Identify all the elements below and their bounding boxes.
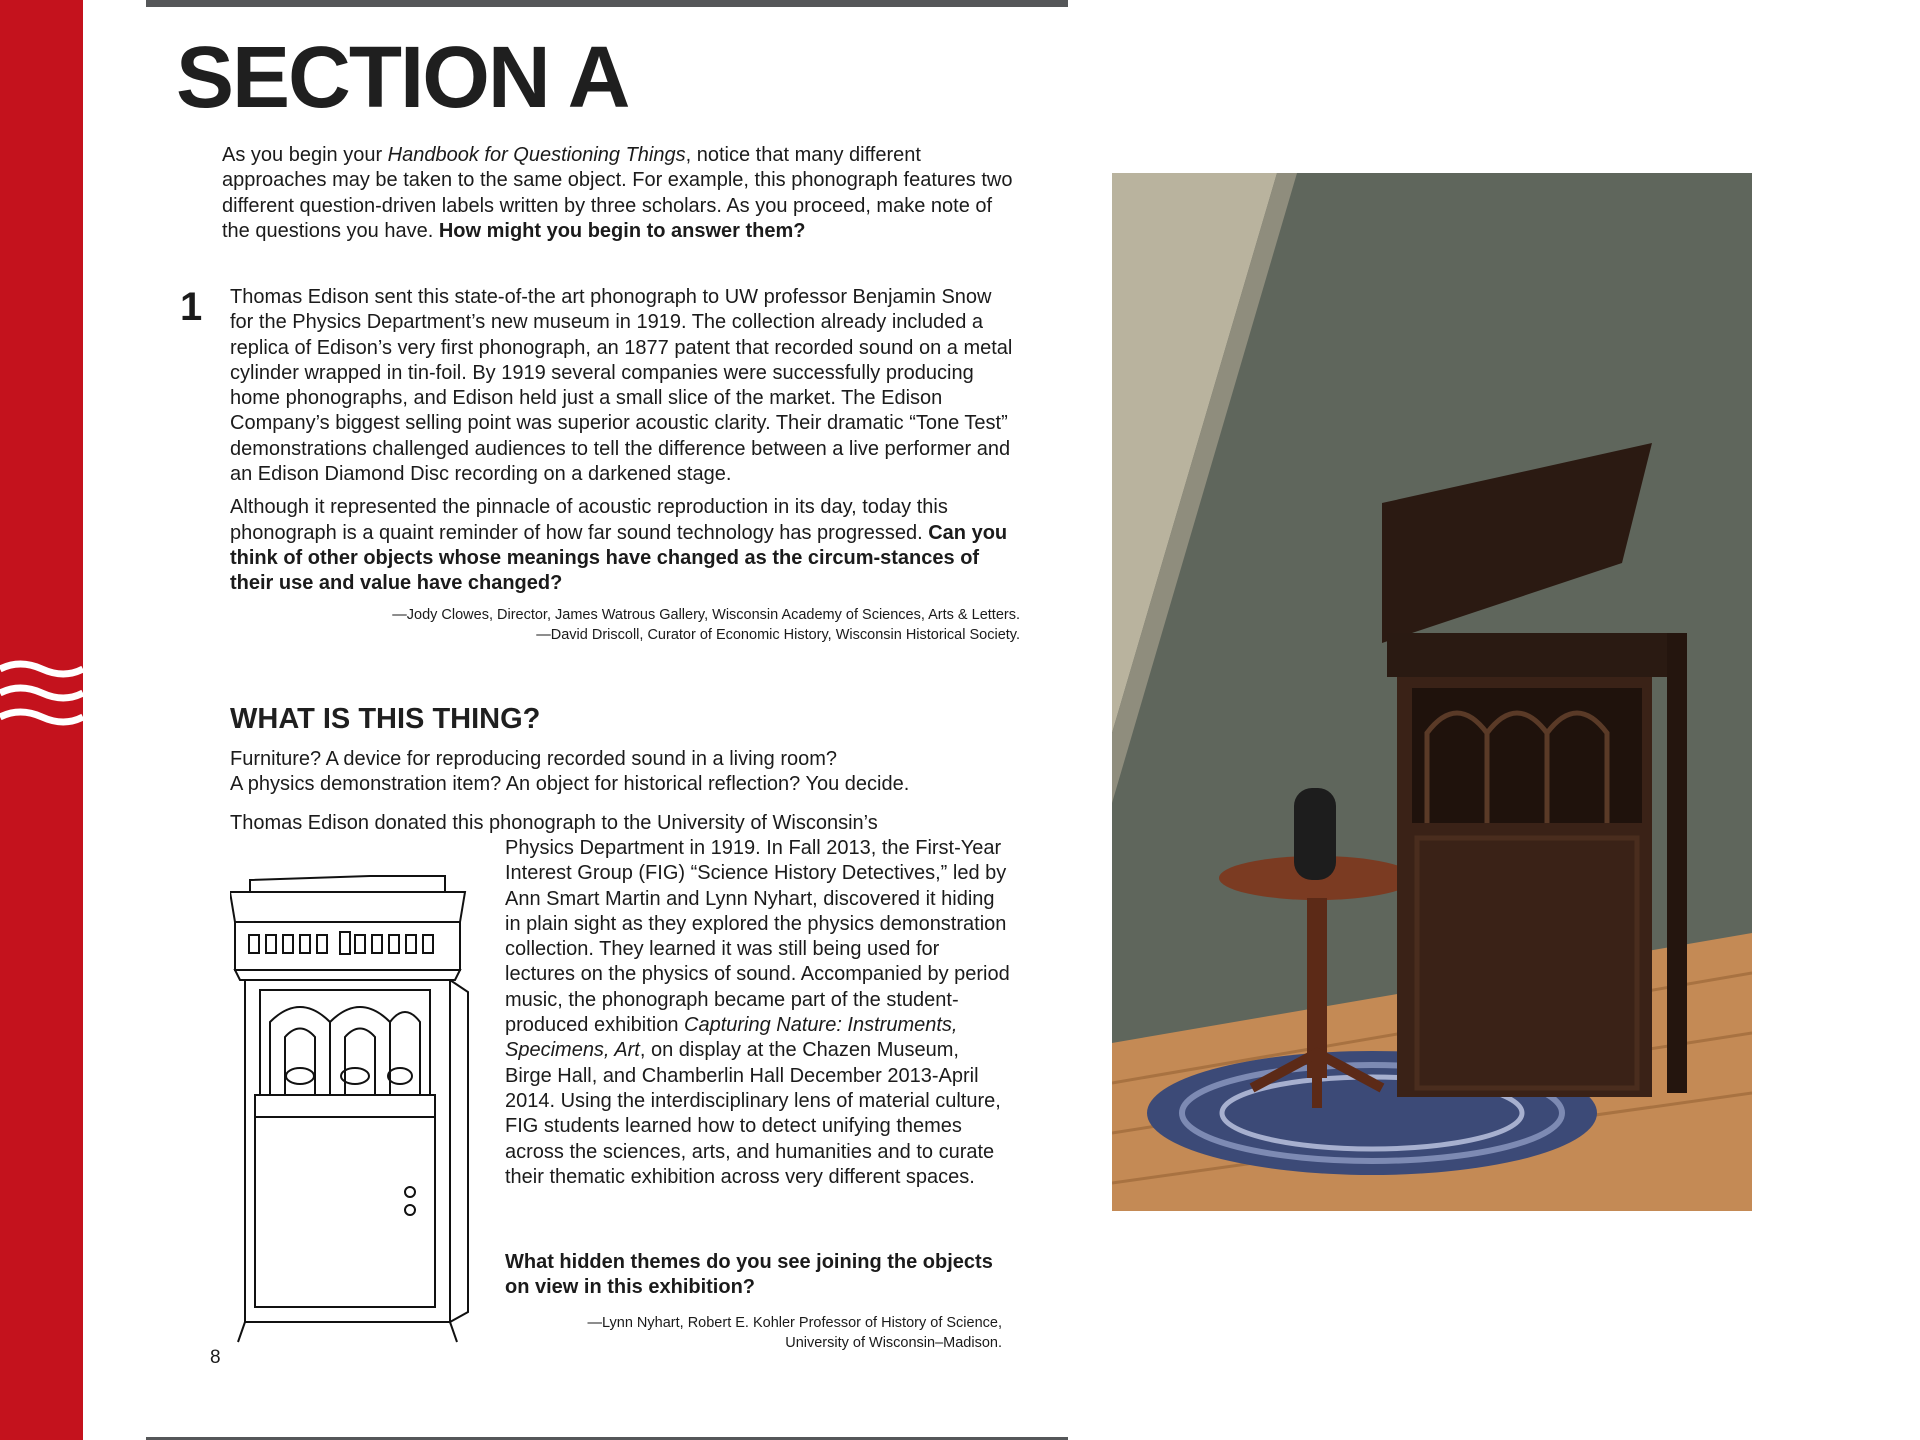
page-number: 8 [210, 1347, 221, 1368]
wave-logo-icon [0, 655, 83, 755]
phonograph-photo [1112, 173, 1752, 1211]
intro-question: How might you begin to answer them? [438, 219, 806, 242]
entry-2-body: Physics Department in 1919. In Fall 2013, the First-Year Interest Group (FIG) “Science History Detectives,” led by Ann Smart Martin and Lynn Nyhart, discovered it hiding in plain sight as they explored the physics demonstration collection. They learned it was still being used for lectures on the physics of sound. Accompanied by period music, the phonograph became part of the student-produced exhibition Capturing Nature: Instruments, Specimens, Art, on display at the Chazen Museum, Birge Hall, and Chamberlin Hall December 2013-April 2014. Using the interdisciplinary lens of material culture, FIG students learned how to detect unifying themes across the sciences, arts, and humanities and to curate their thematic exhibition across very different spaces. [505, 837, 1010, 1188]
book-title: Handbook for Questioning Things [387, 144, 686, 166]
subsection-heading: WHAT IS THIS THING? [230, 703, 541, 735]
credit-line: —David Driscoll, Curator of Economic History, Wisconsin Historical Society. [536, 626, 1020, 643]
entry-number: 1 [180, 285, 203, 329]
phonograph-line-drawing [230, 862, 480, 1362]
top-rule [146, 0, 1068, 7]
accent-sidebar [0, 0, 83, 1440]
entry-2-credits [505, 1313, 1002, 1353]
credit-line: University of Wisconsin–Madison. [785, 1335, 1002, 1351]
entry-1-paragraph: Although it represented the pinnacle of acoustic reproduction in its day, today this phonograph is a quaint reminder of how far sound technology has progressed. Can you think of other objects whose meanings have changed as the circum-stances of their use and value have changed? [230, 496, 1008, 595]
entry-1-credits [230, 605, 1020, 645]
subsection-intro: Furniture? A device for reproducing recorded sound in a living room? A physics demonstration item? An object for historical reflection? You decide. [230, 748, 910, 796]
credit-line: —Jody Clowes, Director, James Watrous Gallery, Wisconsin Academy of Sciences, Arts & Letters. [392, 606, 1020, 623]
intro-paragraph: As you begin your Handbook for Questioning Things, notice that many different approaches may be taken to the same object. For example, this phonograph features two different question-driven labels written by three scholars. As you proceed, make note of the questions you have. How might you begin to answer them? [222, 144, 1013, 242]
entry-1 [230, 285, 1020, 645]
exhibition-title: Capturing Nature: Instruments, Specimens, Art [505, 1014, 958, 1062]
entry-2-question: What hidden themes do you see joining the objects on view in this exhibition? [505, 1251, 993, 1299]
entry-1-question: Can you think of other objects whose meanings have changed as the circum-stances of their use and value have changed? [230, 521, 1008, 595]
section-title: SECTION A [176, 29, 629, 126]
credit-line: —Lynn Nyhart, Robert E. Kohler Professor of History of Science, [587, 1315, 1002, 1331]
entry-2-lead: Thomas Edison donated this phonograph to the University of Wisconsin’s [230, 812, 878, 834]
entry-1-paragraph: Thomas Edison sent this state-of-the art phonograph to UW professor Benjamin Snow for the Physics Department’s new museum in 1919. The collection already included a replica of Edison’s very first phonograph, an 1877 patent that recorded sound on a metal cylinder wrapped in tin-foil. By 1919 several companies were successfully producing home phonographs, and Edison held just a small slice of the market. The Edison Company’s biggest selling point was superior acoustic clarity. Their dramatic “Tone Test” demonstrations challenged audiences to tell the difference between a live performer and an Edison Diamond Disc recording on a darkened stage. [230, 286, 1013, 486]
